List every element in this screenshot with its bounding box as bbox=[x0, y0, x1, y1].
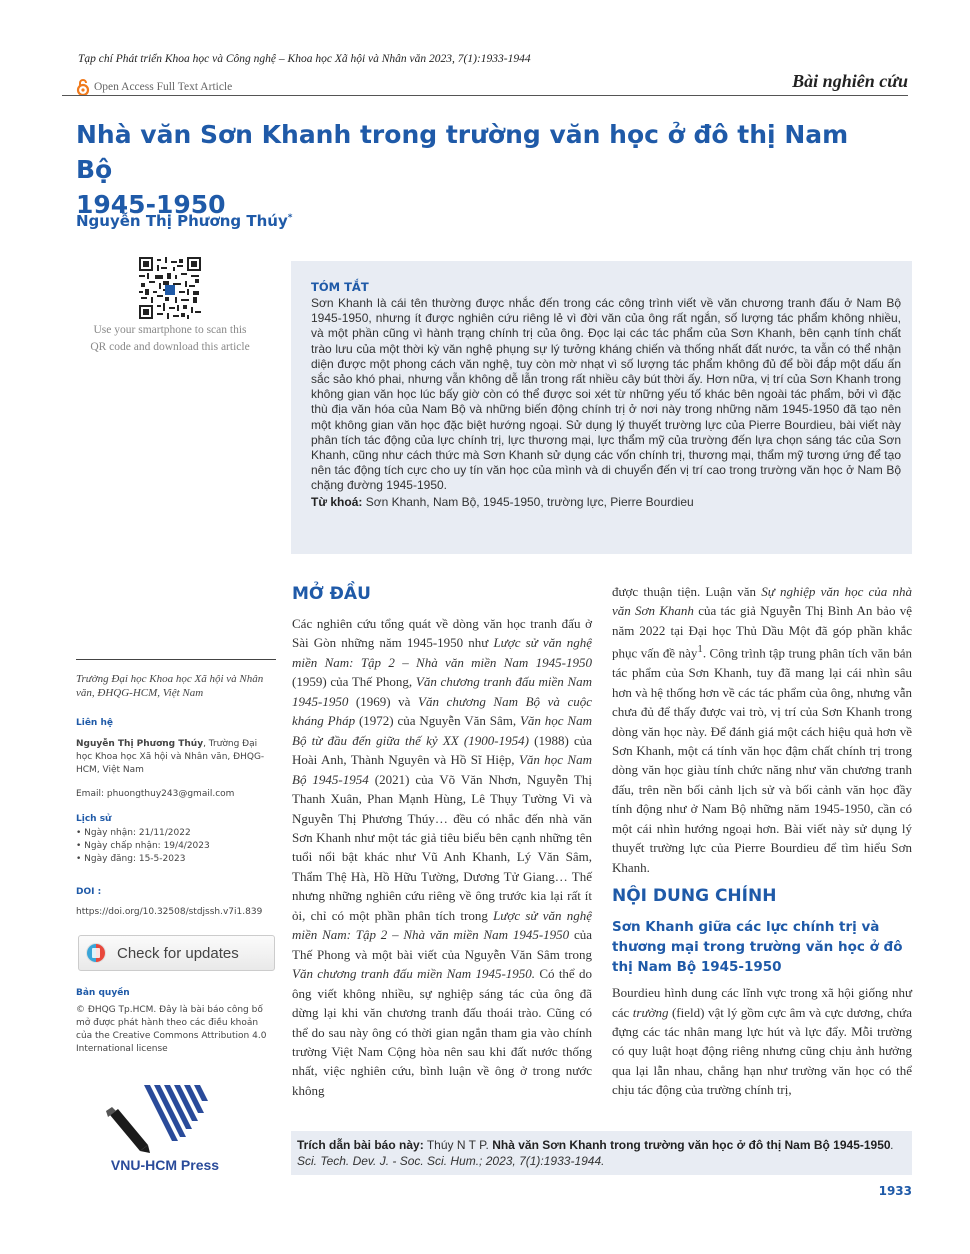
check-for-updates-button[interactable] bbox=[78, 935, 275, 971]
vnu-press-label: VNU-HCM Press bbox=[110, 1157, 220, 1173]
keywords-label: Từ khoá: bbox=[311, 494, 363, 509]
intro-paragraph-col2: được thuận tiện. Luận văn Sự nghiệp văn học của nhà văn Sơn Khanh của tác giả Nguyễn Thị Bình An bảo vệ năm 2022 tại Đại học Thủ Dầu Một đã góp phần khắc phục vấn đề này$^1$. Công trình tập trung phân tích văn bản tác phẩm của Sơn Khanh, tuy đã mang lại cái nhìn sâu hơn và hệ thống hơn về các tác phẩm của ông, nhưng vẫn chưa đủ để thấy được vai trò, vị trí của Sơn Khanh trong dòng văn học này. Để đánh giá một cách hiệu quả hơn về Sơn Khanh, một cá tính văn học đậm chất chính trị trong dòng văn học giàu tính chức năng như văn chương tranh đấu, trên nền bối cảnh lịch sử và bối cảnh văn học đầy tính động như ở Nam Bộ những năm 1945-1950, cần có một cái nhìn hướng ngoại hơn. Bài viết này sử dụng lý thuyết trường lực của Pierre Bourdieu để tìm hiểu Sơn Khanh. bbox=[612, 584, 912, 875]
citation-title: Nhà văn Sơn Khanh trong trường văn học ở đô thị Nam Bộ 1945-1950 bbox=[492, 1138, 891, 1152]
article-title bbox=[76, 117, 856, 222]
vnu-press-logo bbox=[104, 1079, 226, 1155]
citation-rest: . Sci. Tech. Dev. J. - Soc. Sci. Hum.; 2023, 7(1):1933-1944. bbox=[297, 1138, 894, 1168]
journal-header: Tạp chí Phát triển Khoa học và Công nghệ – Khoa học Xã hội và Nhân văn 2023, 7(1):1933-1944 bbox=[78, 53, 531, 65]
title-line-1: Nhà văn Sơn Khanh trong trường văn học ở đô thị Nam Bộ bbox=[76, 120, 849, 184]
main-content-heading: NỘI DUNG CHÍNH bbox=[612, 886, 777, 907]
doi-link[interactable]: https://doi.org/10.32508/stdjssh.v7i1.839 bbox=[76, 907, 263, 917]
check-updates-icon bbox=[85, 942, 107, 964]
keywords-value: Sơn Khanh, Nam Bộ, 1945-1950, trường lực, Pierre Bourdieu bbox=[365, 494, 694, 509]
qr-caption bbox=[70, 322, 270, 356]
history-accepted: • Ngày chấp nhận: 19/4/2023 bbox=[76, 841, 210, 851]
contact-info bbox=[76, 738, 276, 777]
author-name[interactable] bbox=[76, 212, 292, 230]
keywords bbox=[311, 495, 901, 510]
contact-email[interactable]: Email: phuongthuy243@gmail.com bbox=[76, 789, 235, 799]
abstract-body bbox=[311, 296, 901, 510]
history-published: • Ngày đăng: 15-5-2023 bbox=[76, 854, 186, 864]
contact-detail: , Trường Đại học Khoa học Xã hội và Nhân văn, ĐHQG-HCM, Việt Nam bbox=[76, 739, 265, 775]
citation-text bbox=[297, 1137, 909, 1169]
page-number: 1933 bbox=[878, 1184, 912, 1198]
abstract-box bbox=[291, 261, 912, 554]
author-mark: * bbox=[287, 213, 293, 223]
intro-paragraph-col1: Các nghiên cứu tổng quát về dòng văn học tranh đấu ở Sài Gòn những năm 1945-1950 như Lược sử văn nghệ miền Nam: Tập 2 – Nhà văn miền Nam 1945-1950 (1959) của Thế Phong, Văn chương tranh đấu miền Nam 1945-1950 (1969) và Văn chương Nam Bộ và cuộc kháng Pháp (1972) của Nguyễn Văn Sâm, Văn học Nam Bộ từ đầu đến giữa thế kỷ XX (1900-1954) (1988) của Hoài Anh, Thành Nguyên và Hồ Sĩ Hiệp, Văn học Nam Bộ 1945-1954 (2021) của Võ Văn Nhơn, Nguyễn Thị Thanh Xuân, Phan Mạnh Hùng, Lê Thụy Tường Vi và Nguyễn Thị Phương Thúy… đều có nhắc đến nhà văn Sơn Khanh như một tác giả tiêu biểu bên cạnh những tên tuổi nổi bật khác như Vũ Anh Khanh, Lý Văn Sâm, Thẩm Thệ Hà, Hồ Hữu Tường, Dương Tử Giang… Thế nhưng những nghiên cứu riêng về ông trước kia lại rất ít ỏi, chỉ có một phần phân tích trong Lược sử văn nghệ miền Nam: Tập 2 – Nhà văn miền Nam 1945-1950 của Thế Phong và một bài viết của Nguyễn Văn Sâm trong Văn chương tranh đấu miền Nam 1945-1950. Có thể do ông viết không nhiều, sự nghiệp sáng tác của ông đã dừng lại khi văn chương tranh đấu thoái trào. Cũng có thể do sau này ông có thời gian ngắn tham gia vào chính trường Việt Nam Cộng hòa nên sau khi đất nước thống nhất, việc nghiên cứu, bình luận về ông ở trong nước không bbox=[292, 616, 592, 1098]
check-for-updates-label: Check for updates bbox=[117, 944, 239, 962]
header-divider bbox=[62, 95, 908, 96]
history-heading: Lịch sử bbox=[76, 814, 112, 824]
history-list bbox=[76, 827, 276, 866]
intro-heading: MỞ ĐẦU bbox=[292, 584, 371, 604]
section-subheading: Sơn Khanh giữa các lực chính trị và thương mại trong trường văn học ở đô thị Nam Bộ 1945-1950 bbox=[612, 919, 903, 976]
qr-caption-line-1: Use your smartphone to scan this bbox=[93, 324, 247, 336]
open-access-badge bbox=[76, 78, 232, 96]
citation-label: Trích dẫn bài báo này: bbox=[297, 1138, 424, 1152]
qr-code-icon bbox=[139, 257, 201, 319]
title-line-2: 1945-1950 bbox=[76, 190, 226, 219]
author-label: Nguyễn Thị Phương Thúy bbox=[76, 212, 288, 230]
open-access-icon bbox=[76, 78, 90, 96]
sidebar-divider bbox=[76, 659, 276, 660]
doi-heading: DOI : bbox=[76, 887, 102, 897]
contact-heading: Liên hệ bbox=[76, 718, 113, 728]
abstract-text: Sơn Khanh là cái tên thường được nhắc đến trong các công trình viết về văn chương tranh đấu ở Nam Bộ 1945-1950, nhưng ít được nghiên cứu riêng lẻ vì đời văn của ông rất ngắn, số lượng tác phẩm không nhiều, và một phần cũng vì hành trạng chính trị của ông. Đọc lại các tác phẩm của Sơn Khanh, bên cạnh tính chất trào lưu của một thời kỳ văn nghệ phụng sự lý tưởng kháng chiến và thống nhất đất nước, ta vẫn có thể nhận diện được một phong cách văn nghệ, tuy còn mờ nhạt vì số lượng tác phẩm không đủ để bồi đắp một dấu ấn sắc sảo khó phai, nhưng vẫn không dễ lẫn trong rất nhiều cây bút thời ấy. Hơn nữa, vị trí của Sơn Khanh trong không gian văn học lúc bấy giờ còn có thể được soi xét từ những yếu tố khác bên ngoài tác phẩm, bởi vì đặc thù địa văn hóa của Nam Bộ và những biến động chính trị ở nơi này trong những năm 1945-1950 đã tạo nên một không gian văn học đặc biệt hướng ngoại. Sử dụng lý thuyết trường lực của Pierre Bourdieu, bài viết này phân tích tác động của lực chính trị, lực thương mại, lực thẩm mỹ của trường đến lựa chọn sáng tác của Sơn Khanh, cũng như cách thức mà Sơn Khanh sử dụng các vốn chính trị, thương mại, thẩm mỹ tương ứng để tạo nên tác động tích cực cho uy tín văn học của mình và di chuyển đến vị trí cao trong trường văn học ở Nam Bộ chặng đường 1945-1950. bbox=[311, 296, 901, 493]
qr-caption-line-2: QR code and download this article bbox=[90, 341, 250, 353]
affiliation: Trường Đại học Khoa học Xã hội và Nhân văn, ĐHQG-HCM, Việt Nam bbox=[76, 673, 264, 699]
copyright-text: © ĐHQG Tp.HCM. Đây là bài báo công bố mở được phát hành theo các điều khoản của the Creative Commons Attribution 4.0 International license bbox=[76, 1005, 267, 1054]
contact-name: Nguyễn Thị Phương Thúy bbox=[76, 739, 204, 749]
copyright-heading: Bản quyền bbox=[76, 988, 130, 998]
abstract-heading: TÓM TẮT bbox=[311, 280, 369, 294]
section-paragraph: Bourdieu hình dung các lĩnh vực trong xã hội giống như các trường (field) vật lý gồm cực âm và cực dương, chứa đựng các tác nhân mang lực hút và lực đẩy. Mỗi trường có quy luật hoạt động riêng nhưng cũng chịu ảnh hưởng qua lại lẫn nhau, chẳng hạn như trường văn học có thể chịu tác động của trường chính trị, bbox=[612, 985, 912, 1098]
open-access-label: Open Access Full Text Article bbox=[94, 81, 233, 93]
right-column bbox=[612, 582, 912, 1100]
article-type: Bài nghiên cứu bbox=[792, 71, 908, 91]
citation-box bbox=[291, 1131, 912, 1175]
citation-author: Thúy N T P. bbox=[426, 1138, 489, 1152]
history-received: • Ngày nhận: 21/11/2022 bbox=[76, 828, 191, 838]
